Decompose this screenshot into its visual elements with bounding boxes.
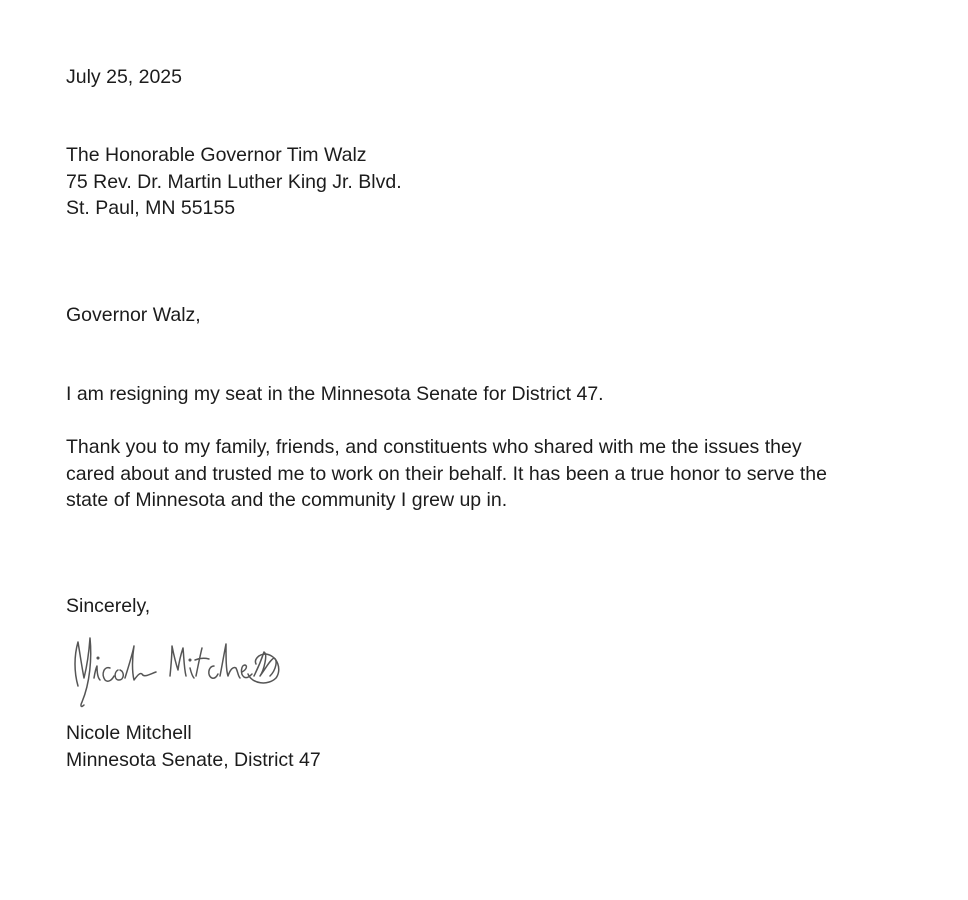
signer-name: Nicole Mitchell	[66, 722, 192, 744]
recipient-name: The Honorable Governor Tim Walz	[66, 144, 367, 166]
recipient-address	[66, 142, 402, 222]
body-paragraph-2-line: state of Minnesota and the community I grew up in.	[66, 489, 508, 511]
body-paragraph-2-line: cared about and trusted me to work on their behalf. It has been a true honor to serve the	[66, 462, 827, 485]
handwritten-signature	[68, 628, 284, 712]
recipient-city: St. Paul, MN 55155	[66, 197, 236, 219]
salutation: Governor Walz,	[66, 304, 201, 326]
body-paragraph-1: I am resigning my seat in the Minnesota Senate for District 47.	[66, 383, 604, 405]
body-paragraph-2-line: Thank you to my family, friends, and constituents who shared with me the issues they	[66, 436, 802, 458]
letter-date: July 25, 2025	[66, 66, 183, 88]
signer-block	[66, 720, 321, 773]
body-paragraph-2	[66, 434, 896, 514]
closing: Sincerely,	[66, 595, 151, 617]
recipient-street: 75 Rev. Dr. Martin Luther King Jr. Blvd.	[66, 170, 402, 193]
signer-title: Minnesota Senate, District 47	[66, 748, 321, 771]
